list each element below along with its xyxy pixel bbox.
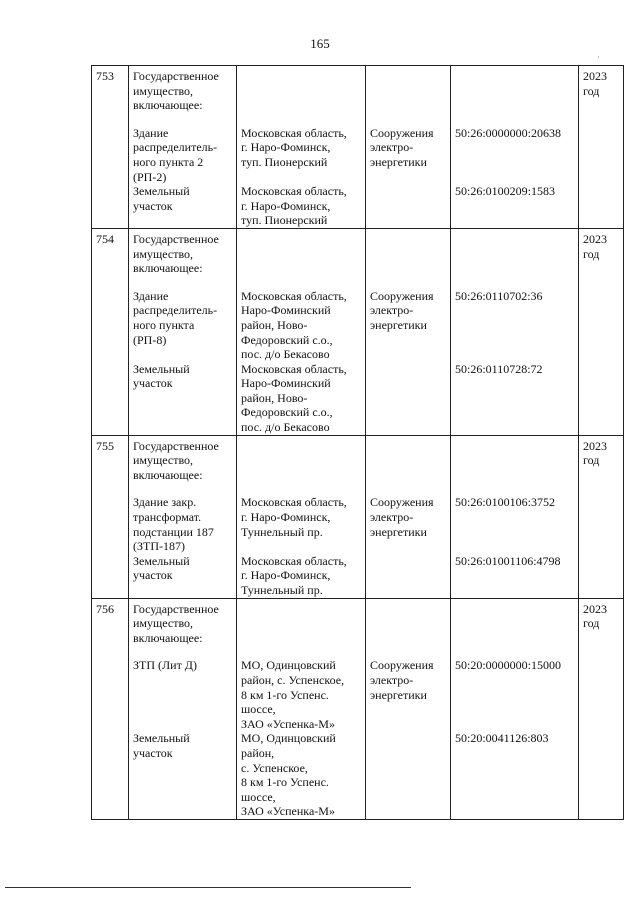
- entry-number: 756: [96, 601, 114, 616]
- entry-year: 2023 год: [583, 231, 607, 261]
- margin-mark: ·: [597, 52, 600, 62]
- item-category: Сооружения электро- энергетики: [370, 658, 434, 702]
- registry-entry-header: [92, 598, 624, 645]
- item-address: Московская область, г. Наро-Фоминск, туп. Пионерский: [241, 184, 347, 228]
- item-address: Московская область, г. Наро-Фоминск, туп. Пионерский: [241, 125, 347, 169]
- item-category: Сооружения электро- энергетики: [370, 125, 434, 169]
- item-cadastral-number: 50:26:0110728:72: [455, 361, 543, 376]
- registry-item-row: [92, 658, 624, 731]
- item-address: Московская область, Наро-Фоминский район, Ново- Федоровский с.о., пос. д/о Бекасово: [241, 361, 347, 435]
- item-address: Московская область, г. Наро-Фоминск, Туннельный пр.: [241, 495, 347, 539]
- entry-number: 753: [96, 69, 114, 83]
- entry-heading: Государственное имущество, включающее:: [133, 69, 219, 113]
- item-address: МО, Одинцовский район, с. Успенское, 8 км 1-го Успенс. шоссе, ЗАО «Успенка-М»: [241, 658, 345, 731]
- entry-number: 754: [96, 231, 114, 246]
- registry-item-row: [92, 362, 624, 435]
- item-cadastral-number: 50:20:0041126:803: [455, 731, 549, 746]
- registry-entry-header: [92, 66, 624, 113]
- entry-year: 2023 год: [583, 438, 607, 468]
- item-cadastral-number: 50:26:0000000:20638: [455, 125, 562, 140]
- item-address: Московская область, г. Наро-Фоминск, Туннельный пр.: [241, 553, 347, 597]
- registry-item-row: [92, 126, 624, 184]
- entry-heading: Государственное имущество, включающее:: [133, 601, 219, 645]
- footer-rule: [5, 887, 411, 888]
- item-name: Земельный участок: [133, 361, 190, 391]
- page-number: 165: [310, 36, 330, 51]
- item-name: Земельный участок: [133, 184, 190, 213]
- registry-item-row: [92, 184, 624, 228]
- item-cadastral-number: 50:26:0100209:1583: [455, 184, 556, 199]
- item-cadastral-number: 50:26:0110702:36: [455, 288, 543, 303]
- item-name: Земельный участок: [133, 553, 190, 583]
- item-address: МО, Одинцовский район, с. Успенское, 8 км 1-го Успенс. шоссе, ЗАО «Успенка-М»: [241, 731, 336, 819]
- item-name: Земельный участок: [133, 731, 190, 760]
- item-address: Московская область, Наро-Фоминский район, Ново- Федоровский с.о., пос. д/о Бекасово: [241, 288, 347, 362]
- item-category: Сооружения электро- энергетики: [370, 495, 434, 539]
- registry-entry-header: [92, 228, 624, 275]
- entry-number: 755: [96, 438, 114, 453]
- registry-item-row: [92, 289, 624, 362]
- entry-year: 2023 год: [583, 601, 607, 631]
- registry-item-row: [92, 495, 624, 553]
- entry-heading: Государственное имущество, включающее:: [133, 231, 219, 276]
- property-registry-table: [91, 65, 624, 820]
- item-cadastral-number: 50:20:0000000:15000: [455, 658, 562, 673]
- entry-heading: Государственное имущество, включающее:: [133, 438, 219, 482]
- item-name: Здание распределитель- ного пункта 2 (РП-2): [133, 125, 218, 184]
- registry-item-row: [92, 731, 624, 819]
- item-cadastral-number: 50:26:01001106:4798: [455, 553, 561, 568]
- item-name: ЗТП (Лит Д): [133, 658, 197, 673]
- registry-entry-header: [92, 435, 624, 482]
- registry-item-row: [92, 554, 624, 598]
- item-name: Здание закр. трансформат. подстанции 187 (ЗТП-187): [133, 495, 214, 554]
- item-category: Сооружения электро- энергетики: [370, 288, 434, 332]
- item-cadastral-number: 50:26:0100106:3752: [455, 495, 556, 510]
- item-name: Здание распределитель- ного пункта (РП-8): [133, 288, 218, 347]
- entry-year: 2023 год: [583, 69, 607, 98]
